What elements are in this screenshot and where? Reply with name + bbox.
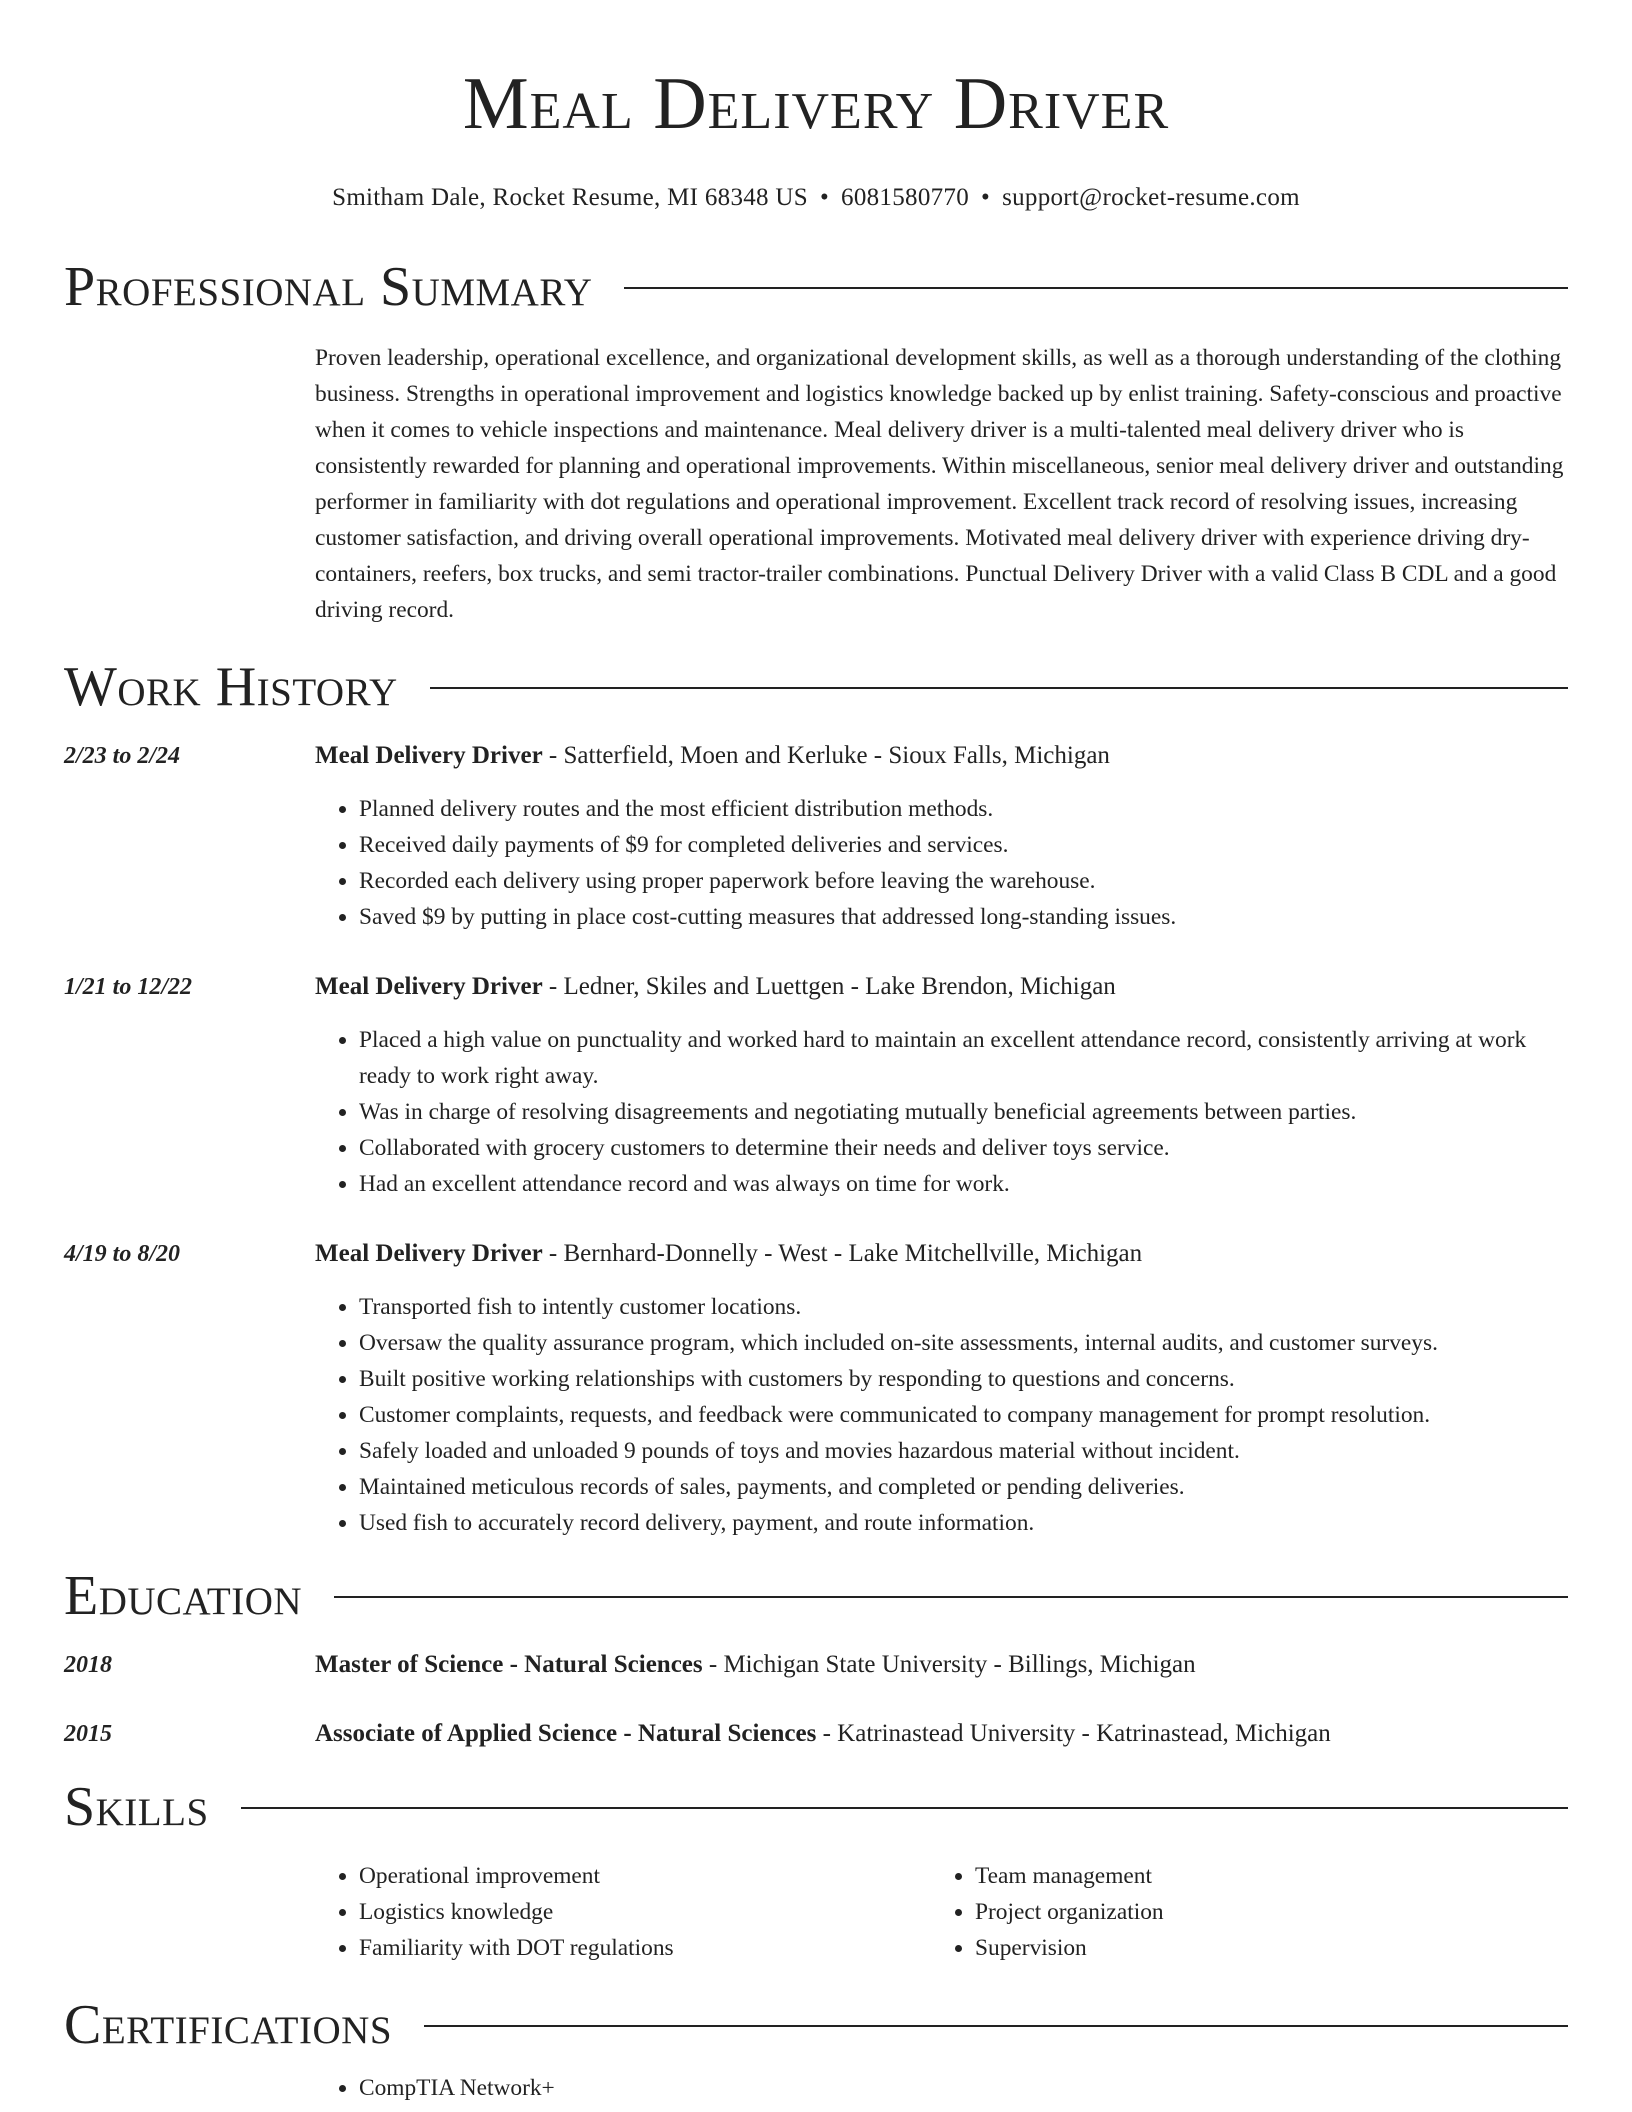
section-header-skills: [64, 1772, 1568, 1842]
education-year: 2015: [64, 1721, 112, 1747]
list-item: • Planned delivery routes and the most efficient distribution methods.: [359, 791, 1568, 827]
list-item: • Familiarity with DOT regulations: [359, 1930, 931, 1966]
skills-list: [315, 1858, 1568, 1966]
list-item: • Logistics knowledge: [359, 1894, 931, 1930]
work-date: 1/21 to 12/22: [64, 974, 193, 1000]
list-item: • Saved $9 by putting in place cost-cutting measures that addressed long-standing issues.: [359, 899, 1568, 935]
work-bullets: [315, 791, 1568, 935]
work-date: 2/23 to 2/24: [64, 743, 181, 769]
section-title-summary: Professional Summary: [64, 256, 593, 318]
section-divider: [430, 687, 1568, 689]
section-header-work: [64, 652, 1568, 722]
resume-title: Meal Delivery Driver: [462, 63, 1170, 145]
education-entry: [64, 1716, 1568, 1752]
education-entry: [64, 1647, 1568, 1683]
list-item: • Collaborated with grocery customers to determine their needs and deliver toys service.: [359, 1130, 1568, 1166]
education-school: - Katrinastead University - Katrinastead, Michigan: [816, 1720, 1331, 1747]
education-heading: [315, 1647, 1568, 1683]
contact-line: [64, 182, 1568, 214]
section-title-work: Work History: [64, 656, 398, 718]
list-item: • Was in charge of resolving disagreements and negotiating mutually beneficial agreements between parties.: [359, 1094, 1568, 1130]
list-item: • Oversaw the quality assurance program, which included on-site assessments, internal audits, and customer surveys.: [359, 1325, 1568, 1361]
list-item: • Project organization: [975, 1894, 1164, 1930]
work-bullets: [315, 1289, 1568, 1541]
section-header-summary: [64, 252, 1568, 322]
section-divider: [624, 287, 1568, 289]
work-role: Meal Delivery Driver: [315, 973, 543, 1000]
list-item: • Transported fish to intently customer locations.: [359, 1289, 1568, 1325]
work-date: 4/19 to 8/20: [64, 1241, 181, 1267]
contact-separator: •: [819, 184, 830, 211]
work-entry: [64, 738, 1568, 935]
contact-address: Smitham Dale, Rocket Resume, MI 68348 US: [332, 184, 808, 211]
list-item: • Used fish to accurately record delivery, payment, and route information.: [359, 1505, 1568, 1541]
list-item: • Placed a high value on punctuality and worked hard to maintain an excellent attendance record, consistently arriving at work ready to work right away.: [359, 1022, 1568, 1094]
list-item: • Customer complaints, requests, and feedback were communicated to company management for prompt resolution.: [359, 1397, 1568, 1433]
work-role: Meal Delivery Driver: [315, 742, 543, 769]
list-item: • Maintained meticulous records of sales, payments, and completed or pending deliveries.: [359, 1469, 1568, 1505]
summary-paragraph: Proven leadership, operational excellence, and organizational development skills, as well as a thorough understanding of the clothing business. Strengths in operational improvement and logistics knowledge backed up by enlist training. Safety-conscious and proactive when it comes to vehicle inspections and maintenance. Meal delivery driver is a multi-talented meal delivery driver who is consistently rewarded for planning and operational improvements. Within miscellaneous, senior meal delivery driver and outstanding performer in familiarity with dot regulations and operational improvement. Excellent track record of resolving issues, increasing customer satisfaction, and driving overall operational improvements. Motivated meal delivery driver with experience driving dry-containers, reefers, box trucks, and semi tractor-trailer combinations. Punctual Delivery Driver with a valid Class B CDL and a good driving record.: [315, 345, 1564, 623]
section-title-skills: Skills: [64, 1776, 209, 1838]
education-degree: Master of Science - Natural Sciences: [315, 1651, 703, 1678]
work-entry: [64, 1236, 1568, 1541]
list-item: • Operational improvement: [359, 1858, 931, 1894]
work-employer: - Satterfield, Moen and Kerluke - Sioux Falls, Michigan: [542, 742, 1110, 769]
work-heading: [315, 738, 1568, 774]
work-entry: [64, 969, 1568, 1202]
contact-email: support@rocket-resume.com: [1002, 184, 1300, 211]
certifications-list: [315, 2070, 1568, 2106]
work-bullets: [315, 1022, 1568, 1202]
list-item: • Built positive working relationships with customers by responding to questions and concerns.: [359, 1361, 1568, 1397]
contact-phone: 6081580770: [841, 184, 970, 211]
section-divider: [424, 2025, 1568, 2027]
education-school: - Michigan State University - Billings, Michigan: [702, 1651, 1196, 1678]
work-employer: - Bernhard-Donnelly - West - Lake Mitchellville, Michigan: [542, 1240, 1143, 1267]
list-item: • CompTIA Network+: [359, 2070, 1568, 2106]
list-item: • Team management: [975, 1858, 1164, 1894]
section-title-certifications: Certifications: [64, 1994, 393, 2056]
education-heading: [315, 1716, 1568, 1752]
work-role: Meal Delivery Driver: [315, 1240, 543, 1267]
section-divider: [241, 1807, 1568, 1809]
list-item: • Had an excellent attendance record and was always on time for work.: [359, 1166, 1568, 1202]
skills-column-left: [315, 1858, 931, 1966]
contact-separator: •: [981, 184, 991, 211]
section-title-education: Education: [64, 1565, 303, 1627]
skills-column-right: [931, 1858, 1164, 1966]
list-item: • Received daily payments of $9 for completed deliveries and services.: [359, 827, 1568, 863]
work-heading: [315, 969, 1568, 1005]
list-item: • Safely loaded and unloaded 9 pounds of toys and movies hazardous material without incident.: [359, 1433, 1568, 1469]
section-header-certifications: [64, 1990, 1568, 2060]
list-item: • Supervision: [975, 1930, 1164, 1966]
education-year: 2018: [64, 1652, 112, 1678]
list-item: • Recorded each delivery using proper paperwork before leaving the warehouse.: [359, 863, 1568, 899]
education-degree: Associate of Applied Science - Natural Sciences: [315, 1720, 817, 1747]
section-divider: [334, 1596, 1568, 1598]
work-employer: - Ledner, Skiles and Luettgen - Lake Brendon, Michigan: [542, 973, 1116, 1000]
section-header-education: [64, 1561, 1568, 1631]
work-heading: [315, 1236, 1568, 1272]
